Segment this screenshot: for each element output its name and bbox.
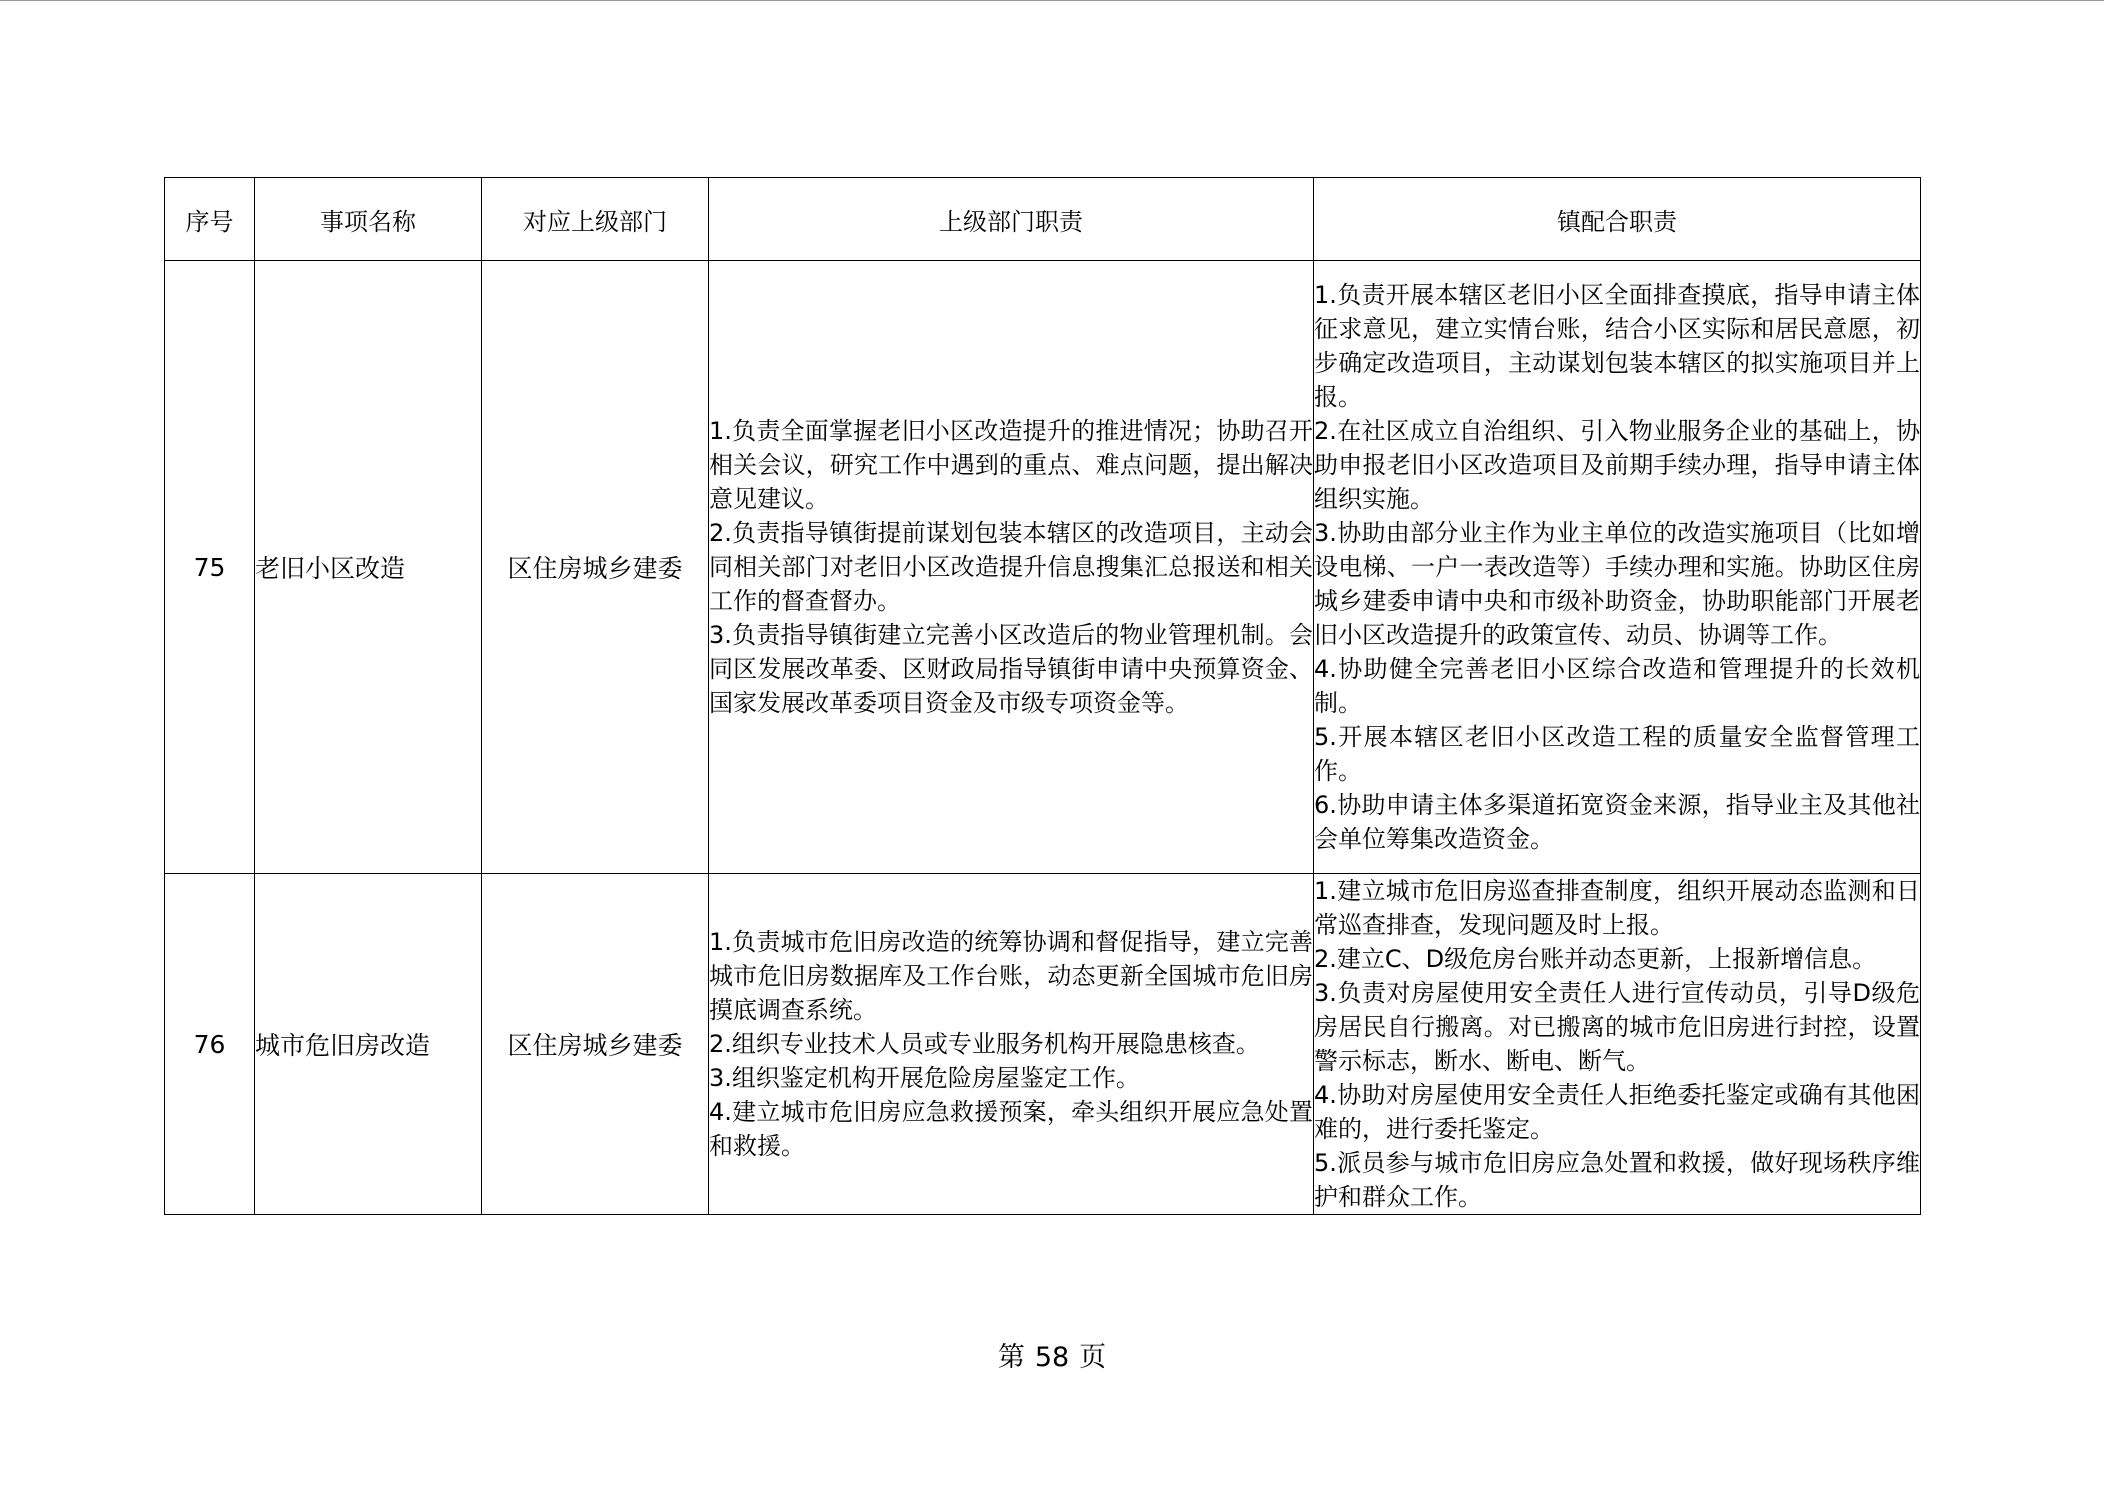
town-duty-item: 4.协助健全完善老旧小区综合改造和管理提升的长效机制。 xyxy=(1314,655,1920,717)
header-town-duties: 镇配合职责 xyxy=(1314,178,1921,261)
item-name: 城市危旧房改造 xyxy=(255,874,482,1215)
town-duty-item: 6.协助申请主体多渠道拓宽资金来源，指导业主及其他社会单位筹集改造资金。 xyxy=(1314,791,1920,853)
upper-duty-item: 1.负责城市危旧房改造的统筹协调和督促指导，建立完善城市危旧房数据库及工作台账，动态更新全国城市危旧房摸底调查系统。 xyxy=(709,928,1313,1024)
table-row xyxy=(165,874,1921,1215)
page-label-prefix: 第 xyxy=(997,1342,1025,1373)
header-item-name: 事项名称 xyxy=(255,178,482,261)
page-top-rule xyxy=(0,0,2104,1)
upper-duty-item: 3.负责指导镇街建立完善小区改造后的物业管理机制。会同区发展改革委、区财政局指导镇街申请中央预算资金、国家发展改革委项目资金及市级专项资金等。 xyxy=(709,621,1313,717)
town-duty-item: 1.负责开展本辖区老旧小区全面排查摸底，指导申请主体征求意见，建立实情台账，结合小区实际和居民意愿，初步确定改造项目，主动谋划包装本辖区的拟实施项目并上报。 xyxy=(1314,281,1920,411)
town-duty-item: 3.协助由部分业主作为业主单位的改造实施项目（比如增设电梯、一户一表改造等）手续办理和实施。协助区住房城乡建委申请中央和市级补助资金，协助职能部门开展老旧小区改造提升的政策宣传、动员、协调等工作。 xyxy=(1314,519,1920,649)
duties-table xyxy=(164,177,1921,1215)
town-duties-cell xyxy=(1314,261,1921,874)
upper-duties-cell xyxy=(709,261,1314,874)
town-duty-item: 5.开展本辖区老旧小区改造工程的质量安全监督管理工作。 xyxy=(1314,723,1920,785)
table-header-row xyxy=(165,178,1921,261)
upper-duties-cell xyxy=(709,874,1314,1215)
upper-duty-item: 2.组织专业技术人员或专业服务机构开展隐患核查。 xyxy=(709,1030,1260,1058)
page-number: 58 xyxy=(1034,1342,1070,1373)
upper-duty-item: 3.组织鉴定机构开展危险房屋鉴定工作。 xyxy=(709,1064,1140,1092)
header-upper-duties: 上级部门职责 xyxy=(709,178,1314,261)
upper-duty-item: 4.建立城市危旧房应急救援预案，牵头组织开展应急处置和救援。 xyxy=(709,1098,1313,1160)
upper-department: 区住房城乡建委 xyxy=(482,874,709,1215)
row-number: 75 xyxy=(165,261,255,874)
item-name: 老旧小区改造 xyxy=(255,261,482,874)
town-duty-item: 2.在社区成立自治组织、引入物业服务企业的基础上，协助申报老旧小区改造项目及前期手续办理，指导申请主体组织实施。 xyxy=(1314,417,1920,513)
page-footer xyxy=(0,1335,2104,1374)
town-duty-item: 1.建立城市危旧房巡查排查制度，组织开展动态监测和日常巡查排查，发现问题及时上报。 xyxy=(1314,877,1920,939)
town-duty-item: 2.建立C、D级危房台账并动态更新，上报新增信息。 xyxy=(1314,945,1877,973)
row-number: 76 xyxy=(165,874,255,1215)
upper-department: 区住房城乡建委 xyxy=(482,261,709,874)
town-duty-item: 5.派员参与城市危旧房应急处置和救援，做好现场秩序维护和群众工作。 xyxy=(1314,1149,1920,1211)
header-upper-dept: 对应上级部门 xyxy=(482,178,709,261)
upper-duty-item: 1.负责全面掌握老旧小区改造提升的推进情况；协助召开相关会议，研究工作中遇到的重点、难点问题，提出解决意见建议。 xyxy=(709,417,1313,513)
town-duties-cell xyxy=(1314,874,1921,1215)
upper-duty-item: 2.负责指导镇街提前谋划包装本辖区的改造项目，主动会同相关部门对老旧小区改造提升信息搜集汇总报送和相关工作的督查督办。 xyxy=(709,519,1313,615)
town-duty-item: 4.协助对房屋使用安全责任人拒绝委托鉴定或确有其他困难的，进行委托鉴定。 xyxy=(1314,1081,1920,1143)
town-duty-item: 3.负责对房屋使用安全责任人进行宣传动员，引导D级危房居民自行搬离。对已搬离的城市危旧房进行封控，设置警示标志，断水、断电、断气。 xyxy=(1314,979,1920,1075)
table-row xyxy=(165,261,1921,874)
page-label-suffix: 页 xyxy=(1079,1342,1107,1373)
header-seq: 序号 xyxy=(165,178,255,261)
